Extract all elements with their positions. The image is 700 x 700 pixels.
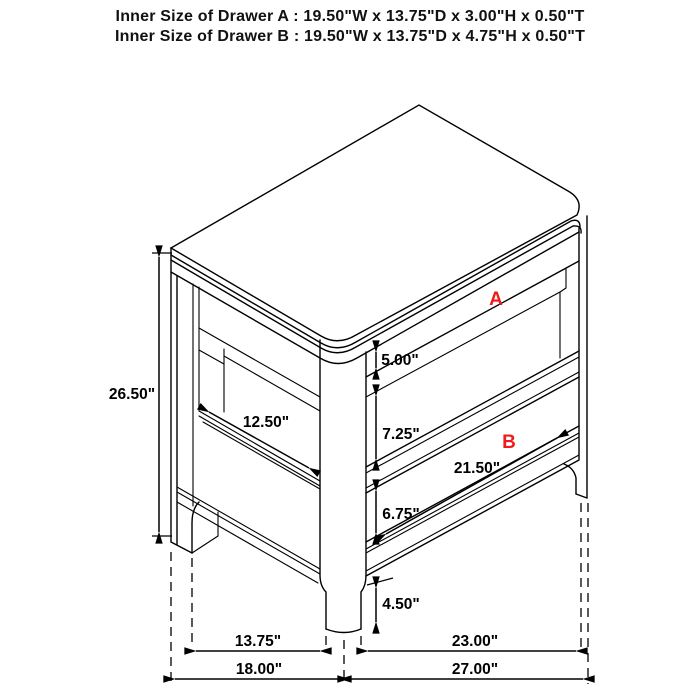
- dim-drawer-a-face-height: 5.00": [381, 352, 419, 369]
- dim-overall-depth: 18.00": [235, 661, 283, 678]
- back-left-leg: [192, 502, 218, 553]
- projection-lines: [171, 503, 588, 684]
- front-corner-stile-and-leg: [320, 340, 366, 633]
- dim-shelf-opening-width: 21.50": [453, 460, 501, 477]
- dim-front-leg-spacing: 23.00": [451, 633, 499, 650]
- dim-overall-width: 27.00": [451, 661, 499, 678]
- drawer-a-spec-line: Inner Size of Drawer A : 19.50"W x 13.75"D x 3.00"H x 0.50"T: [115, 8, 585, 25]
- drawer-a-label: A: [489, 289, 503, 310]
- dim-side-opening-depth: 12.50": [242, 414, 290, 431]
- front-panel-drawers: [366, 261, 579, 576]
- drawer-b-label: B: [502, 432, 516, 453]
- dimension-labels: [109, 289, 516, 678]
- dim-drawer-b-face-height: 6.75": [382, 506, 420, 523]
- dim-open-shelf-height: 7.25": [382, 426, 420, 443]
- drawer-b-spec-line: Inner Size of Drawer B : 19.50"W x 13.75"D x 4.75"H x 0.50"T: [114, 28, 586, 45]
- dim-overall-height: 26.50": [108, 386, 156, 403]
- dim-leg-height: 4.50": [382, 596, 420, 613]
- dim-side-leg-spacing: 13.75": [234, 633, 282, 650]
- table-top: [171, 105, 581, 364]
